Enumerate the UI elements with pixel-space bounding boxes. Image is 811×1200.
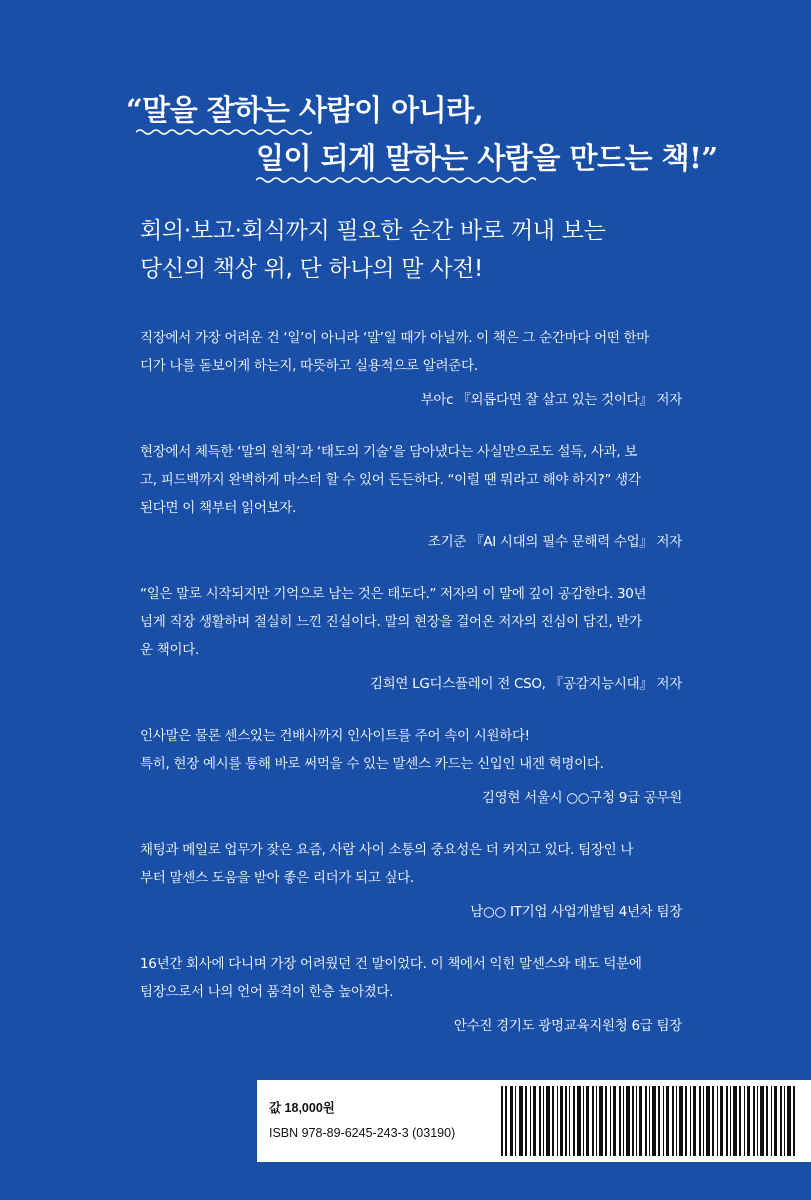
review-line: 부터 말센스 도움을 받아 좋은 리더가 되고 싶다. <box>140 870 415 886</box>
review-line: 된다면 이 책부터 읽어보자. <box>140 500 297 516</box>
headline-line-2: 일이 되게 말하는 사람을 만드는 책!” <box>256 141 718 175</box>
barcode-box <box>257 1080 811 1162</box>
review-attribution: 부아c 『외롭다면 잘 살고 있는 것이다』 저자 <box>420 392 682 408</box>
review-text <box>140 580 682 664</box>
review-text <box>140 722 682 778</box>
review-attribution: 안수진 경기도 광명교육지원청 6급 팀장 <box>453 1018 682 1034</box>
wavy-underline-2 <box>256 176 536 184</box>
review-line: 특히, 현장 예시를 통해 바로 써먹을 수 있는 말센스 카드는 신입인 내겐 혁명이다. <box>140 756 604 772</box>
review-attribution: 조기준 『AI 시대의 필수 문해력 수업』 저자 <box>427 534 682 550</box>
review-line: 고, 피드백까지 완벽하게 마스터 할 수 있어 든든하다. “이럴 땐 뭐라고 해야 하지?” 생각 <box>140 472 641 488</box>
review-blurb <box>140 580 682 696</box>
wavy-underline-1 <box>136 128 312 136</box>
review-line: 인사말은 물론 센스있는 건배사까지 인사이트를 주어 속이 시원하다! <box>140 728 530 744</box>
review-blurb <box>140 836 682 924</box>
review-blurb <box>140 438 682 554</box>
review-blurb <box>140 722 682 810</box>
review-line: 직장에서 가장 어려운 건 ‘일’이 아니라 ‘말’일 때가 아닐까. 이 책은 그 순간마다 어떤 한마 <box>140 330 650 346</box>
isbn-label: ISBN 978-89-6245-243-3 (03190) <box>269 1126 456 1140</box>
review-blurb <box>140 950 682 1038</box>
review-line: 팀장으로서 나의 언어 품격이 한층 높아졌다. <box>140 984 394 1000</box>
subheadline <box>140 212 606 288</box>
review-blurb <box>140 324 682 412</box>
review-attribution: 김영현 서울시 ○○구청 9급 공무원 <box>481 790 682 806</box>
subheadline-line-1: 회의·보고·회식까지 필요한 순간 바로 꺼내 보는 <box>140 218 606 244</box>
review-text <box>140 438 682 522</box>
review-text <box>140 324 682 380</box>
review-line: 운 책이다. <box>140 642 199 658</box>
subheadline-line-2: 당신의 책상 위, 단 하나의 말 사전! <box>140 256 483 282</box>
headline-line-1: “말을 잘하는 사람이 아니라, <box>126 93 484 127</box>
review-line: “일은 말로 시작되지만 기억으로 남는 것은 태도다.” 저자의 이 말에 깊이 공감한다. 30년 <box>140 586 647 602</box>
review-line: 채팅과 메일로 업무가 잦은 요즘, 사람 사이 소통의 중요성은 더 커지고 있다. 팀장인 나 <box>140 842 634 858</box>
review-line: 넘게 직장 생활하며 절실히 느낀 진실이다. 말의 현장을 걸어온 저자의 진심이 담긴, 반가 <box>140 614 642 630</box>
price-label: 값 18,000원 <box>269 1101 335 1115</box>
review-text <box>140 836 682 892</box>
review-line: 디가 나를 돋보이게 하는지, 따뜻하고 실용적으로 알려준다. <box>140 358 478 374</box>
review-line: 현장에서 체득한 ‘말의 원칙’과 ‘태도의 기술’을 담아냈다는 사실만으로도 설득, 사과, 보 <box>140 444 638 460</box>
review-attribution: 김희연 LG디스플레이 전 CSO, 『공감지능시대』 저자 <box>369 676 682 692</box>
review-attribution: 남○○ IT기업 사업개발팀 4년차 팀장 <box>470 904 682 920</box>
review-blurbs <box>140 324 682 1064</box>
review-line: 16년간 회사에 다니며 가장 어려웠던 건 말이었다. 이 책에서 익힌 말센스와 태도 덕분에 <box>140 956 642 972</box>
barcode-graphic <box>501 1086 801 1156</box>
review-text <box>140 950 682 1006</box>
